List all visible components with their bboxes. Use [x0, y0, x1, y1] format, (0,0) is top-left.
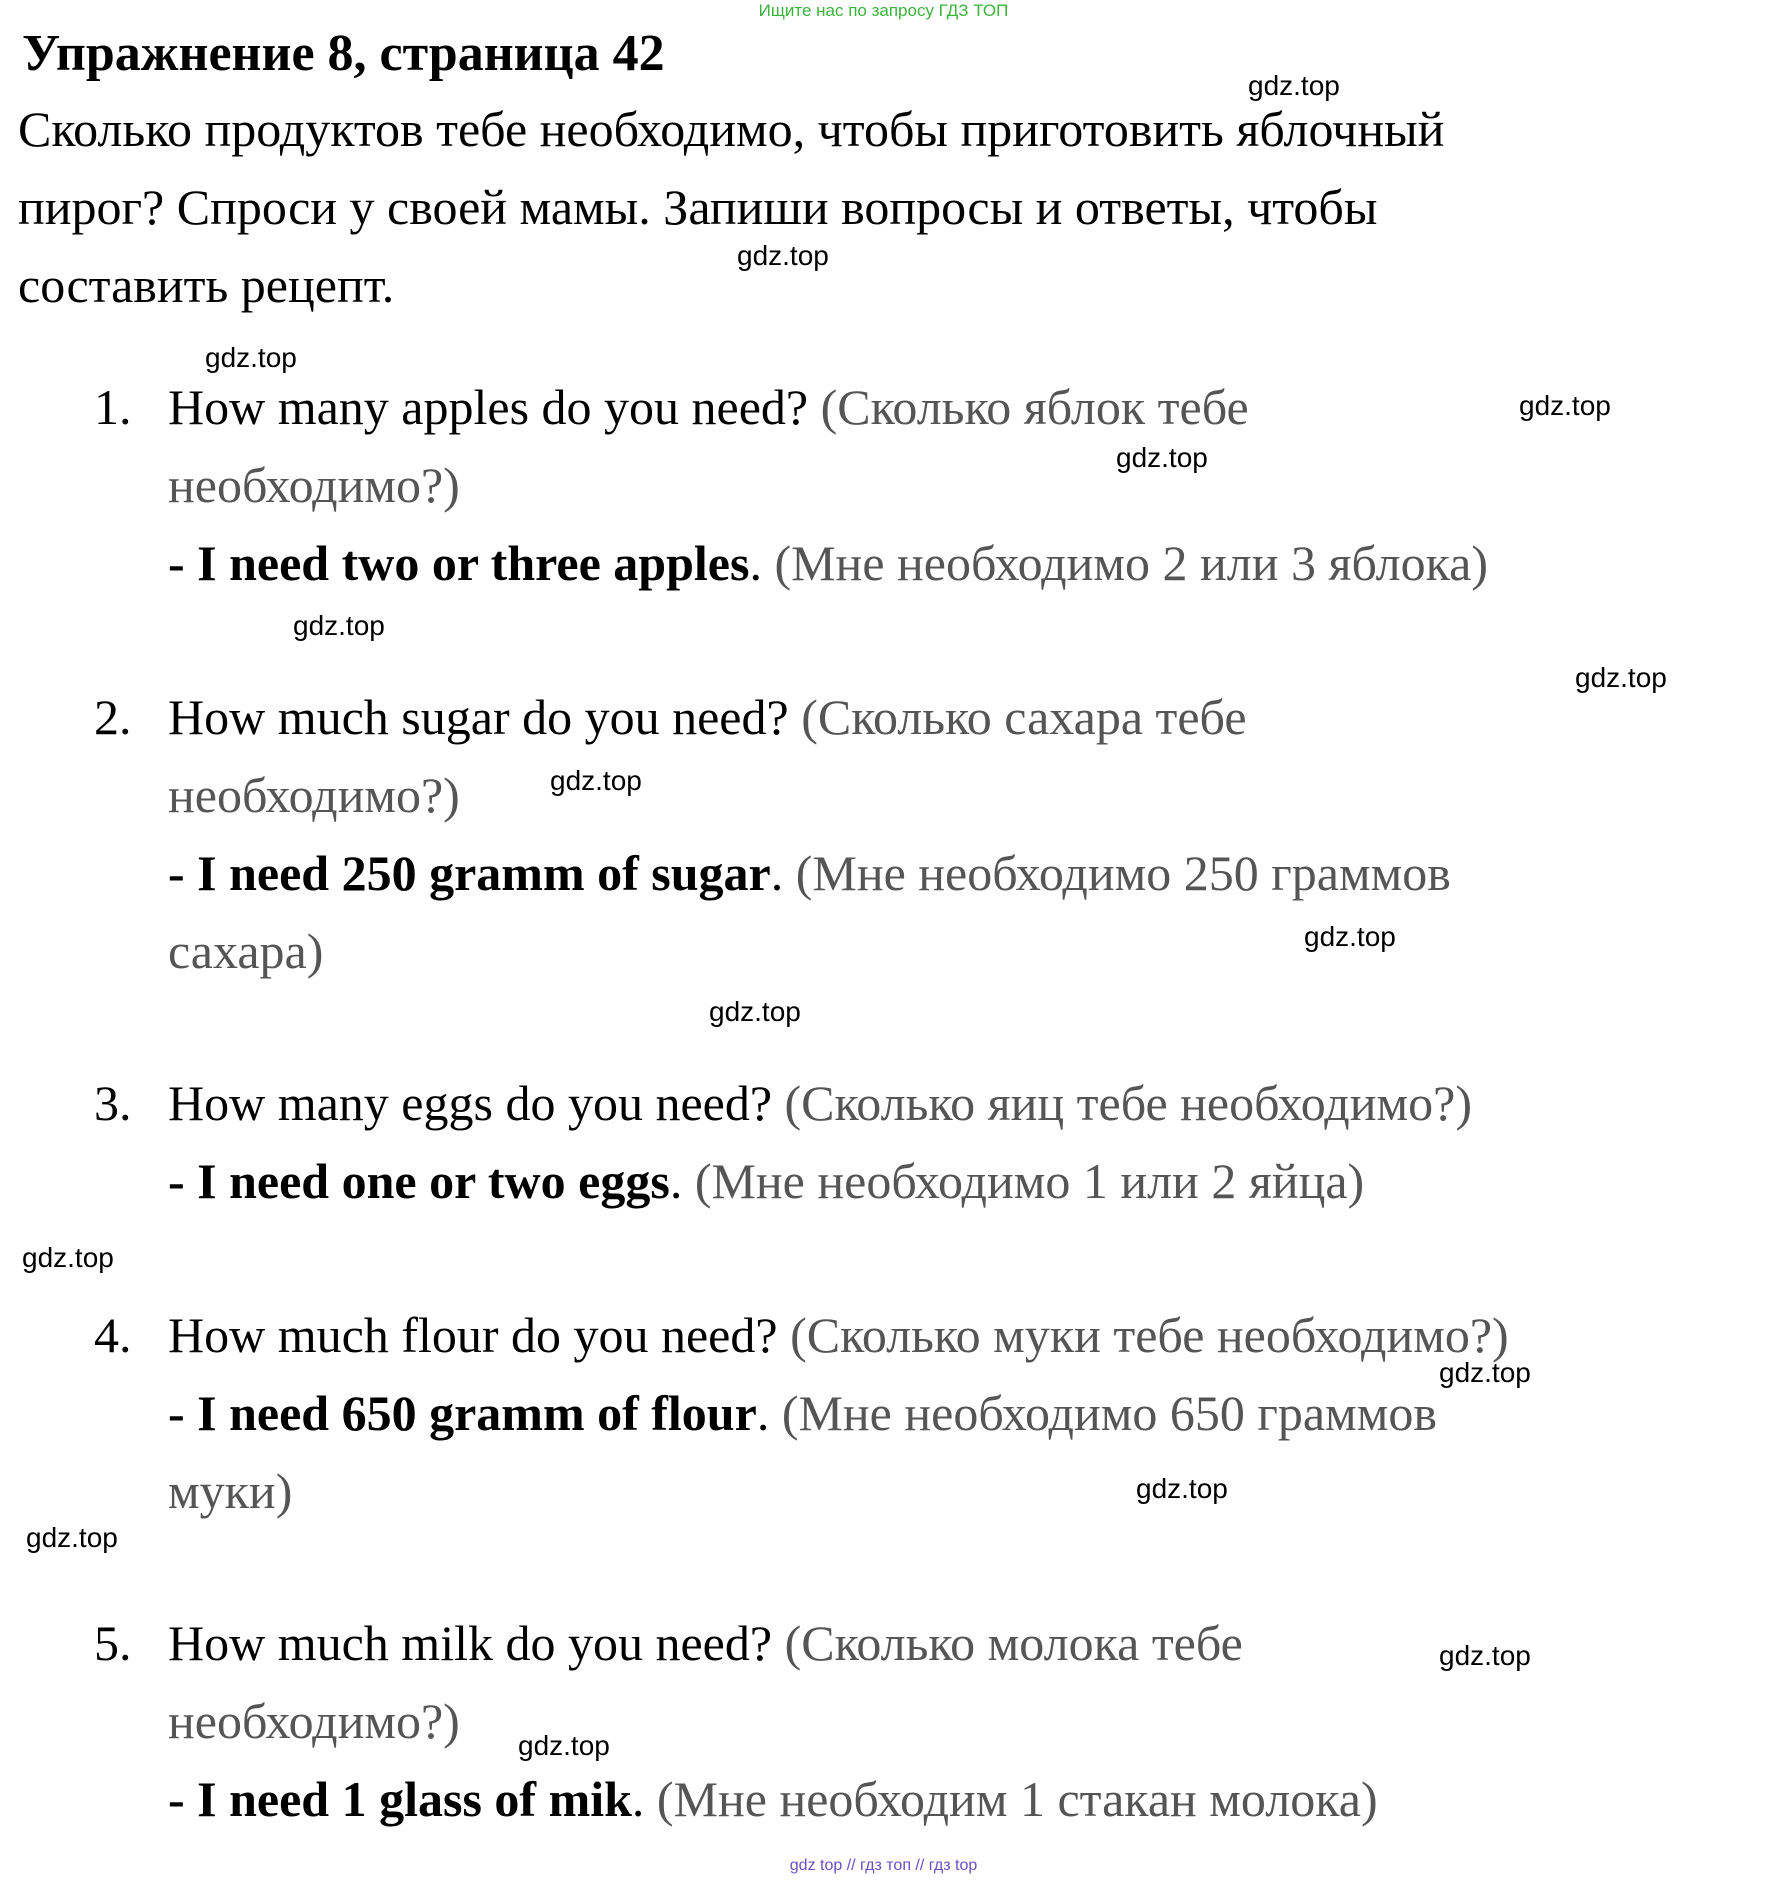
- watermark: gdz.top: [293, 610, 385, 641]
- watermark: gdz.top: [737, 240, 829, 271]
- watermark: gdz.top: [1439, 1640, 1531, 1671]
- page-title: Упражнение 8, страница 42: [22, 25, 665, 82]
- answer-translation: (Мне необходимо 650 граммов: [781, 1385, 1437, 1441]
- item-number: 3.: [94, 1075, 132, 1131]
- question-translation-cont: необходимо?): [168, 767, 460, 823]
- answer-translation: (Мне необходим 1 стакан молока): [656, 1771, 1378, 1827]
- watermark: gdz.top: [205, 342, 297, 373]
- item-number: 5.: [94, 1615, 132, 1671]
- answer-english: I need two or three apples: [197, 535, 750, 591]
- answer-line: [168, 534, 1488, 592]
- question-line: [168, 1614, 1243, 1672]
- top-banner: Ищите нас по запросу ГДЗ ТОП: [758, 1, 1009, 20]
- question-english: How many eggs do you need?: [168, 1075, 773, 1131]
- answer-translation: (Мне необходимо 2 или 3 яблока): [774, 535, 1488, 591]
- answer-dot: .: [770, 845, 784, 901]
- question-english: How many apples do you need?: [168, 379, 809, 435]
- question-english: How much milk do you need?: [168, 1615, 773, 1671]
- watermark: gdz.top: [518, 1730, 610, 1761]
- question-line: [168, 688, 1247, 746]
- question-translation: (Сколько яблок тебе: [820, 379, 1249, 435]
- watermark: gdz.top: [709, 996, 801, 1027]
- answer-dash: -: [168, 1771, 198, 1827]
- watermark: gdz.top: [1304, 921, 1396, 952]
- answer-dash: -: [168, 1385, 198, 1441]
- question-translation: (Сколько молока тебе: [784, 1615, 1243, 1671]
- answer-dash: -: [168, 1153, 198, 1209]
- watermark: gdz.top: [1116, 442, 1208, 473]
- question-translation: (Сколько сахара тебе: [801, 689, 1247, 745]
- question-line: [168, 1074, 1472, 1132]
- watermark: gdz.top: [1439, 1357, 1531, 1388]
- item-number: 1.: [94, 379, 132, 435]
- watermark: gdz.top: [1575, 662, 1667, 693]
- answer-dot: .: [749, 535, 762, 591]
- answer-dot: .: [631, 1771, 645, 1827]
- answer-translation-cont: сахара): [168, 923, 324, 979]
- question-english: How much sugar do you need?: [168, 689, 789, 745]
- task-line-1: Сколько продуктов тебе необходимо, чтобы приготовить яблочный: [18, 101, 1445, 157]
- answer-dash: -: [168, 845, 198, 901]
- answer-dot: .: [756, 1385, 770, 1441]
- footer: gdz top // гдз топ // гдз top: [789, 1857, 978, 1874]
- question-translation: (Сколько муки тебе необходимо?): [790, 1307, 1509, 1363]
- item-number: 2.: [94, 689, 132, 745]
- question-translation-cont: необходимо?): [168, 1693, 460, 1749]
- answer-english: I need 250 gramm of sugar: [197, 845, 771, 901]
- watermark: gdz.top: [26, 1522, 118, 1553]
- answer-line: [168, 1384, 1437, 1442]
- question-english: How much flour do you need?: [168, 1307, 778, 1363]
- question-translation-cont: необходимо?): [168, 457, 460, 513]
- question-translation: (Сколько яиц тебе необходимо?): [784, 1075, 1472, 1131]
- watermark: gdz.top: [1136, 1473, 1228, 1504]
- answer-english: I need 650 gramm of flour: [197, 1385, 757, 1441]
- answer-english: I need one or two eggs: [197, 1153, 670, 1209]
- watermark: gdz.top: [550, 765, 642, 796]
- answer-line: [168, 1770, 1378, 1828]
- watermark: gdz.top: [22, 1242, 114, 1273]
- question-line: [168, 378, 1249, 436]
- answer-english: I need 1 glass of mik: [197, 1771, 632, 1827]
- answer-line: [168, 844, 1451, 902]
- task-line-3: составить рецепт.: [18, 257, 395, 313]
- task-line-2: пирог? Спроси у своей мамы. Запиши вопросы и ответы, чтобы: [18, 179, 1378, 235]
- answer-translation: (Мне необходимо 1 или 2 яйца): [694, 1153, 1365, 1209]
- answer-dot: .: [669, 1153, 683, 1209]
- watermark: gdz.top: [1248, 70, 1340, 101]
- item-number: 4.: [94, 1307, 132, 1363]
- question-line: [168, 1306, 1509, 1364]
- answer-translation-cont: муки): [168, 1463, 293, 1519]
- answer-translation: (Мне необходимо 250 граммов: [795, 845, 1451, 901]
- answer-dash: -: [168, 535, 198, 591]
- answer-line: [168, 1152, 1364, 1210]
- watermark: gdz.top: [1519, 390, 1611, 421]
